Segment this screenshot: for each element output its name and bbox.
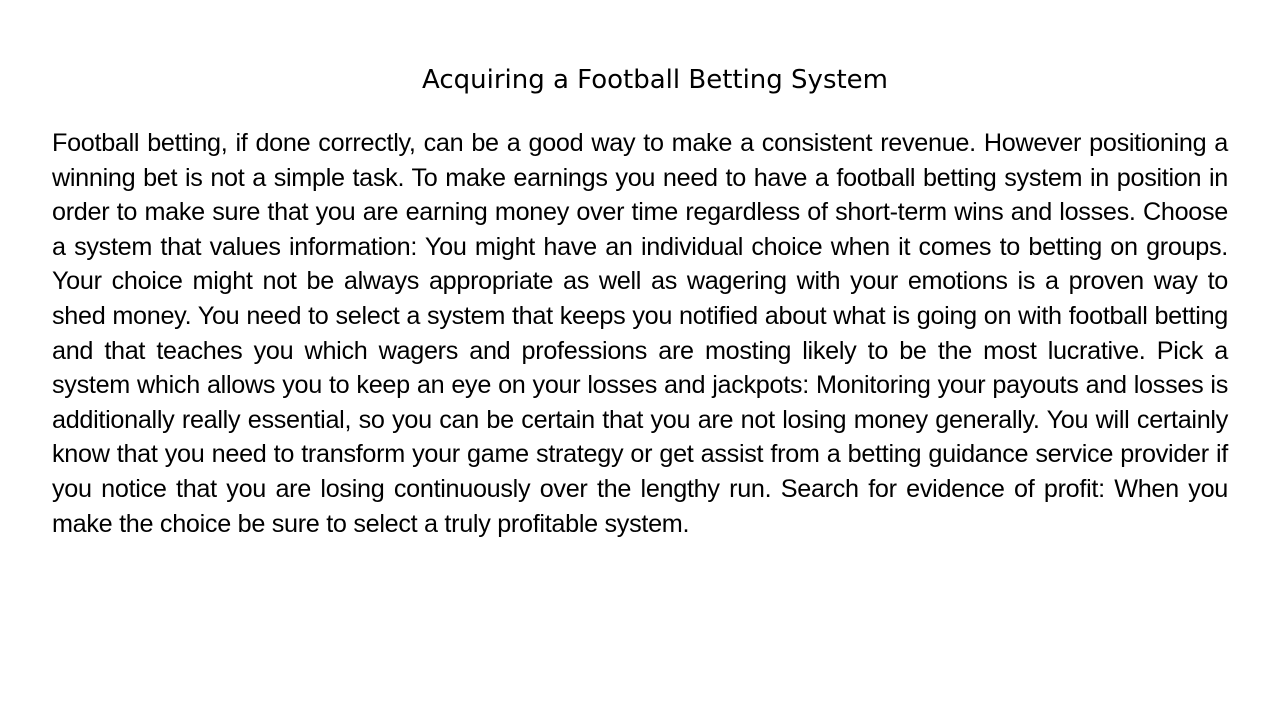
- slide-body-text: Football betting, if done correctly, can be a good way to make a consistent revenue. However positioning a winning bet is not a simple task. To make earnings you need to have a football betting system in position in order to make sure that you are earning money over time regardless of short-term wins and losses. Choose a system that values information: You might have an individual choice when it comes to betting on groups. Your choice might not be always appropriate as well as wagering with your emotions is a proven way to shed money. You need to select a system that keeps you notified about what is going on with football betting and that teaches you which wagers and professions are mosting likely to be the most lucrative. Pick a system which allows you to keep an eye on your losses and jackpots: Monitoring your payouts and losses is additionally really essential, so you can be certain that you are not losing money generally. You will certainly know that you need to transform your game strategy or get assist from a betting guidance service provider if you notice that you are losing continuously over the lengthy run. Search for evidence of profit: When you make the choice be sure to select a truly profitable system.: [52, 129, 1228, 538]
- slide-title: Acquiring a Football Betting System: [421, 65, 889, 95]
